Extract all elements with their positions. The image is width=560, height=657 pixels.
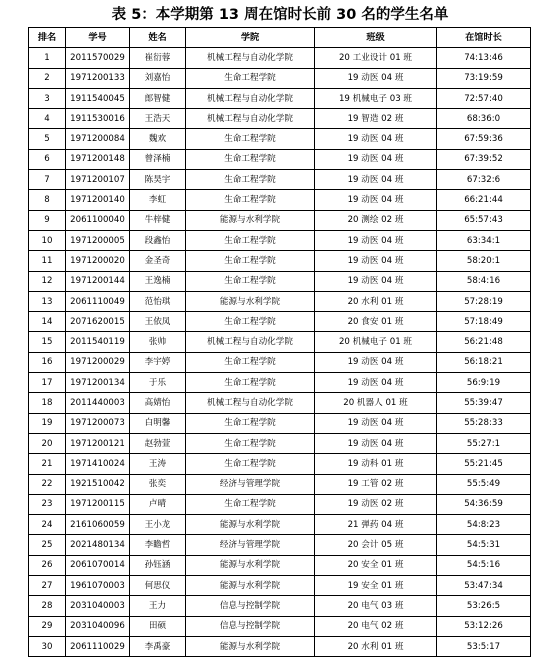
- student-id-cell: 1971410024: [66, 454, 130, 474]
- college-cell: 生命工程学院: [186, 251, 315, 271]
- student-id-cell: 2061100040: [66, 210, 130, 230]
- student-id-cell: 2011440003: [66, 393, 130, 413]
- rank-cell: 14: [29, 312, 66, 332]
- student-id-cell: 1971200134: [66, 373, 130, 393]
- name-cell: 高婧怡: [130, 393, 186, 413]
- rank-cell: 8: [29, 190, 66, 210]
- rank-cell: 26: [29, 555, 66, 575]
- name-cell: 白明馨: [130, 413, 186, 433]
- table-row: [29, 373, 531, 393]
- rank-cell: 1: [29, 48, 66, 68]
- table-row: [29, 291, 531, 311]
- rank-cell: 25: [29, 535, 66, 555]
- table-body: [29, 48, 531, 657]
- student-id-cell: 1971200107: [66, 170, 130, 190]
- college-cell: 能源与水利学院: [186, 515, 315, 535]
- student-id-cell: 1971200020: [66, 251, 130, 271]
- duration-cell: 67:39:52: [437, 149, 531, 169]
- table-row: [29, 413, 531, 433]
- college-cell: 生命工程学院: [186, 129, 315, 149]
- rank-cell: 17: [29, 373, 66, 393]
- class-cell: 19 动医 04 班: [315, 413, 437, 433]
- duration-cell: 67:59:36: [437, 129, 531, 149]
- class-cell: 19 工管 02 班: [315, 474, 437, 494]
- duration-cell: 53:26:5: [437, 596, 531, 616]
- student-id-cell: 1971200073: [66, 413, 130, 433]
- table-row: [29, 109, 531, 129]
- name-cell: 李虹: [130, 190, 186, 210]
- class-cell: 20 机器人 01 班: [315, 393, 437, 413]
- name-cell: 王浩天: [130, 109, 186, 129]
- student-id-cell: 1971200005: [66, 230, 130, 250]
- duration-cell: 55:27:1: [437, 433, 531, 453]
- table-title: 表 5：本学期第 13 周在馆时长前 30 名的学生名单: [111, 7, 449, 23]
- student-id-cell: 2071620015: [66, 312, 130, 332]
- table-row: [29, 433, 531, 453]
- name-cell: 赵勃萱: [130, 433, 186, 453]
- header-name: 姓名: [130, 28, 186, 48]
- table-row: [29, 576, 531, 596]
- duration-cell: 74:13:46: [437, 48, 531, 68]
- duration-cell: 66:21:44: [437, 190, 531, 210]
- class-cell: 19 动医 04 班: [315, 68, 437, 88]
- duration-cell: 57:28:19: [437, 291, 531, 311]
- table-row: [29, 251, 531, 271]
- class-cell: 20 水利 01 班: [315, 636, 437, 656]
- college-cell: 生命工程学院: [186, 312, 315, 332]
- table-row: [29, 515, 531, 535]
- college-cell: 能源与水利学院: [186, 576, 315, 596]
- college-cell: 生命工程学院: [186, 230, 315, 250]
- student-id-cell: 1971200029: [66, 352, 130, 372]
- college-cell: 能源与水利学院: [186, 555, 315, 575]
- rank-cell: 18: [29, 393, 66, 413]
- name-cell: 曾泽楠: [130, 149, 186, 169]
- name-cell: 孙钰涵: [130, 555, 186, 575]
- rank-cell: 11: [29, 251, 66, 271]
- header-duration: 在馆时长: [437, 28, 531, 48]
- duration-cell: 58:20:1: [437, 251, 531, 271]
- rank-cell: 20: [29, 433, 66, 453]
- header-student-id: 学号: [66, 28, 130, 48]
- student-id-cell: 2161060059: [66, 515, 130, 535]
- college-cell: 生命工程学院: [186, 454, 315, 474]
- duration-cell: 73:19:59: [437, 68, 531, 88]
- college-cell: 经济与管理学院: [186, 535, 315, 555]
- rank-cell: 9: [29, 210, 66, 230]
- duration-cell: 55:28:33: [437, 413, 531, 433]
- name-cell: 王依凤: [130, 312, 186, 332]
- college-cell: 生命工程学院: [186, 190, 315, 210]
- student-ranking-table: [28, 27, 531, 657]
- class-cell: 19 安全 01 班: [315, 576, 437, 596]
- duration-cell: 56:9:19: [437, 373, 531, 393]
- table-row: [29, 230, 531, 250]
- name-cell: 魏欢: [130, 129, 186, 149]
- name-cell: 李瞻哲: [130, 535, 186, 555]
- name-cell: 刘嘉怡: [130, 68, 186, 88]
- duration-cell: 53:5:17: [437, 636, 531, 656]
- table-row: [29, 555, 531, 575]
- rank-cell: 13: [29, 291, 66, 311]
- class-cell: 19 动医 04 班: [315, 433, 437, 453]
- duration-cell: 57:18:49: [437, 312, 531, 332]
- rank-cell: 19: [29, 413, 66, 433]
- college-cell: 生命工程学院: [186, 494, 315, 514]
- duration-cell: 53:47:34: [437, 576, 531, 596]
- table-row: [29, 129, 531, 149]
- table-row: [29, 535, 531, 555]
- table-row: [29, 271, 531, 291]
- rank-cell: 6: [29, 149, 66, 169]
- college-cell: 生命工程学院: [186, 352, 315, 372]
- table-row: [29, 332, 531, 352]
- rank-cell: 2: [29, 68, 66, 88]
- name-cell: 陈昊宇: [130, 170, 186, 190]
- rank-cell: 28: [29, 596, 66, 616]
- rank-cell: 16: [29, 352, 66, 372]
- student-id-cell: 1971200115: [66, 494, 130, 514]
- student-id-cell: 1971200084: [66, 129, 130, 149]
- student-id-cell: 2031040096: [66, 616, 130, 636]
- duration-cell: 58:4:16: [437, 271, 531, 291]
- student-id-cell: 1921510042: [66, 474, 130, 494]
- duration-cell: 55:21:45: [437, 454, 531, 474]
- class-cell: 19 动医 04 班: [315, 271, 437, 291]
- rank-cell: 15: [29, 332, 66, 352]
- table-row: [29, 393, 531, 413]
- student-id-cell: 2011570029: [66, 48, 130, 68]
- rank-cell: 22: [29, 474, 66, 494]
- college-cell: 能源与水利学院: [186, 210, 315, 230]
- student-id-cell: 2061110029: [66, 636, 130, 656]
- class-cell: 20 机械电子 01 班: [315, 332, 437, 352]
- college-cell: 生命工程学院: [186, 373, 315, 393]
- college-cell: 机械工程与自动化学院: [186, 393, 315, 413]
- duration-cell: 54:5:31: [437, 535, 531, 555]
- student-id-cell: 2061070014: [66, 555, 130, 575]
- name-cell: 李禹豪: [130, 636, 186, 656]
- college-cell: 机械工程与自动化学院: [186, 332, 315, 352]
- table-row: [29, 616, 531, 636]
- name-cell: 卢晴: [130, 494, 186, 514]
- college-cell: 能源与水利学院: [186, 291, 315, 311]
- student-id-cell: 2021480134: [66, 535, 130, 555]
- class-cell: 19 动医 04 班: [315, 352, 437, 372]
- student-id-cell: 1961070003: [66, 576, 130, 596]
- student-id-cell: 1911540045: [66, 88, 130, 108]
- name-cell: 李宇婷: [130, 352, 186, 372]
- student-id-cell: 1971200144: [66, 271, 130, 291]
- student-id-cell: 2011540119: [66, 332, 130, 352]
- name-cell: 张帅: [130, 332, 186, 352]
- duration-cell: 63:34:1: [437, 230, 531, 250]
- header-rank: 排名: [29, 28, 66, 48]
- table-row: [29, 210, 531, 230]
- table-row: [29, 88, 531, 108]
- college-cell: 生命工程学院: [186, 271, 315, 291]
- class-cell: 20 会计 05 班: [315, 535, 437, 555]
- name-cell: 郎智健: [130, 88, 186, 108]
- class-cell: 19 智造 02 班: [315, 109, 437, 129]
- college-cell: 机械工程与自动化学院: [186, 88, 315, 108]
- table-row: [29, 48, 531, 68]
- student-id-cell: 1911530016: [66, 109, 130, 129]
- name-cell: 崔衍蓉: [130, 48, 186, 68]
- rank-cell: 4: [29, 109, 66, 129]
- college-cell: 机械工程与自动化学院: [186, 109, 315, 129]
- college-cell: 生命工程学院: [186, 68, 315, 88]
- table-row: [29, 68, 531, 88]
- name-cell: 王力: [130, 596, 186, 616]
- duration-cell: 54:36:59: [437, 494, 531, 514]
- class-cell: 19 动医 04 班: [315, 373, 437, 393]
- table-row: [29, 352, 531, 372]
- student-id-cell: 2061110049: [66, 291, 130, 311]
- student-id-cell: 1971200148: [66, 149, 130, 169]
- class-cell: 19 动医 04 班: [315, 251, 437, 271]
- class-cell: 19 动医 04 班: [315, 129, 437, 149]
- table-header-row: [29, 28, 531, 48]
- table-row: [29, 474, 531, 494]
- name-cell: 金圣奇: [130, 251, 186, 271]
- duration-cell: 55:5:49: [437, 474, 531, 494]
- class-cell: 19 动医 04 班: [315, 190, 437, 210]
- rank-cell: 23: [29, 494, 66, 514]
- table-row: [29, 494, 531, 514]
- class-cell: 20 水利 01 班: [315, 291, 437, 311]
- student-id-cell: 1971200133: [66, 68, 130, 88]
- rank-cell: 5: [29, 129, 66, 149]
- rank-cell: 27: [29, 576, 66, 596]
- college-cell: 经济与管理学院: [186, 474, 315, 494]
- duration-cell: 53:12:26: [437, 616, 531, 636]
- class-cell: 19 动医 04 班: [315, 149, 437, 169]
- rank-cell: 12: [29, 271, 66, 291]
- college-cell: 生命工程学院: [186, 413, 315, 433]
- rank-cell: 3: [29, 88, 66, 108]
- class-cell: 19 动医 02 班: [315, 494, 437, 514]
- class-cell: 19 动医 04 班: [315, 170, 437, 190]
- student-id-cell: 1971200121: [66, 433, 130, 453]
- class-cell: 19 动医 04 班: [315, 230, 437, 250]
- name-cell: 范怡琪: [130, 291, 186, 311]
- class-cell: 21 弹药 04 班: [315, 515, 437, 535]
- duration-cell: 67:32:6: [437, 170, 531, 190]
- rank-cell: 30: [29, 636, 66, 656]
- college-cell: 生命工程学院: [186, 170, 315, 190]
- rank-cell: 7: [29, 170, 66, 190]
- college-cell: 机械工程与自动化学院: [186, 48, 315, 68]
- college-cell: 生命工程学院: [186, 149, 315, 169]
- duration-cell: 56:21:48: [437, 332, 531, 352]
- name-cell: 段鑫怡: [130, 230, 186, 250]
- name-cell: 于乐: [130, 373, 186, 393]
- duration-cell: 54:8:23: [437, 515, 531, 535]
- duration-cell: 55:39:47: [437, 393, 531, 413]
- name-cell: 张奕: [130, 474, 186, 494]
- student-id-cell: 1971200140: [66, 190, 130, 210]
- duration-cell: 54:5:16: [437, 555, 531, 575]
- table-row: [29, 170, 531, 190]
- rank-cell: 21: [29, 454, 66, 474]
- rank-cell: 29: [29, 616, 66, 636]
- duration-cell: 72:57:40: [437, 88, 531, 108]
- table-row: [29, 454, 531, 474]
- college-cell: 能源与水利学院: [186, 636, 315, 656]
- class-cell: 20 食安 01 班: [315, 312, 437, 332]
- student-id-cell: 2031040003: [66, 596, 130, 616]
- name-cell: 牛梓健: [130, 210, 186, 230]
- college-cell: 信息与控制学院: [186, 596, 315, 616]
- rank-cell: 10: [29, 230, 66, 250]
- table-row: [29, 312, 531, 332]
- table-row: [29, 190, 531, 210]
- duration-cell: 68:36:0: [437, 109, 531, 129]
- rank-cell: 24: [29, 515, 66, 535]
- header-class: 班级: [315, 28, 437, 48]
- table-row: [29, 149, 531, 169]
- class-cell: 19 动科 01 班: [315, 454, 437, 474]
- college-cell: 生命工程学院: [186, 433, 315, 453]
- duration-cell: 56:18:21: [437, 352, 531, 372]
- table-row: [29, 596, 531, 616]
- class-cell: 19 机械电子 03 班: [315, 88, 437, 108]
- name-cell: 何思仪: [130, 576, 186, 596]
- name-cell: 王逸楠: [130, 271, 186, 291]
- class-cell: 20 测绘 02 班: [315, 210, 437, 230]
- class-cell: 20 电气 02 班: [315, 616, 437, 636]
- class-cell: 20 工业设计 01 班: [315, 48, 437, 68]
- name-cell: 王涛: [130, 454, 186, 474]
- class-cell: 20 安全 01 班: [315, 555, 437, 575]
- header-college: 学院: [186, 28, 315, 48]
- name-cell: 王小龙: [130, 515, 186, 535]
- college-cell: 信息与控制学院: [186, 616, 315, 636]
- class-cell: 20 电气 03 班: [315, 596, 437, 616]
- name-cell: 田硕: [130, 616, 186, 636]
- duration-cell: 65:57:43: [437, 210, 531, 230]
